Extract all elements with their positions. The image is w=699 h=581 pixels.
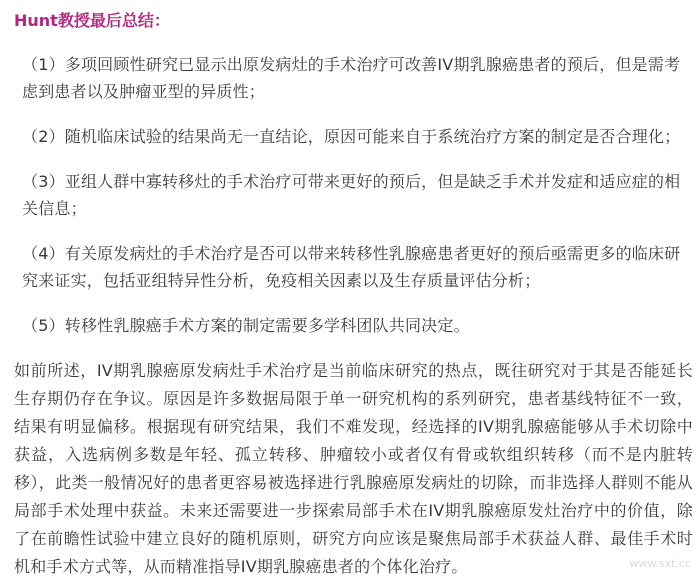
summary-point-3: （3）亚组人群中寡转移灶的手术治疗可带来更好的预后，但是缺乏手术并发症和适应症的相关信息； [22, 172, 681, 218]
summary-point-2: （2）随机临床试验的结果尚无一直结论，原因可能来自于系统治疗方案的制定是否合理化； [22, 127, 681, 146]
summary-point-1: （1）多项回顾性研究已显示出原发病灶的手术治疗可改善IV期乳腺癌患者的预后，但是需考虑到患者以及肿瘤亚型的异质性； [22, 55, 681, 101]
conclusion-paragraph: 如前所述，IV期乳腺癌原发病灶手术治疗是当前临床研究的热点，既往研究对于其是否能延长生存期仍存在争议。原因是许多数据局限于单一研究机构的系列研究，患者基线特征不一致，结果有明显偏移。根据现有研究结果，我们不难发现，经选择的IV期乳腺癌能够从手术切除中获益，入选病例多数是年轻、孤立转移、肿瘤较小或者仅有骨或软组织转移（而不是内脏转移），此类一般情况好的患者更容易被选择进行乳腺癌原发病灶的切除，而非选择人群则不能从局部手术处理中获益。未来还需要进一步探索局部手术在IV期乳腺癌原发灶治疗中的价值，除了在前瞻性试验中建立良好的随机原则，研究方向应该是聚焦局部手术获益人群、最佳手术时机和手术方式等，从而精准指导IV期乳腺癌患者的个体化治疗。 [14, 361, 693, 576]
summary-point-5: （5）转移性乳腺癌手术方案的制定需要多学科团队共同决定。 [22, 316, 470, 335]
summary-point-list [14, 51, 693, 339]
summary-point-4: （4）有关原发病灶的手术治疗是否可以带来转移性乳腺癌患者更好的预后亟需更多的临床研究来证实，包括亚组特异性分析，免疫相关因素以及生存质量评估分析； [22, 244, 681, 290]
site-watermark: www.sxt.cc [629, 557, 691, 570]
article-heading: Hunt教授最后总结： [14, 11, 170, 30]
